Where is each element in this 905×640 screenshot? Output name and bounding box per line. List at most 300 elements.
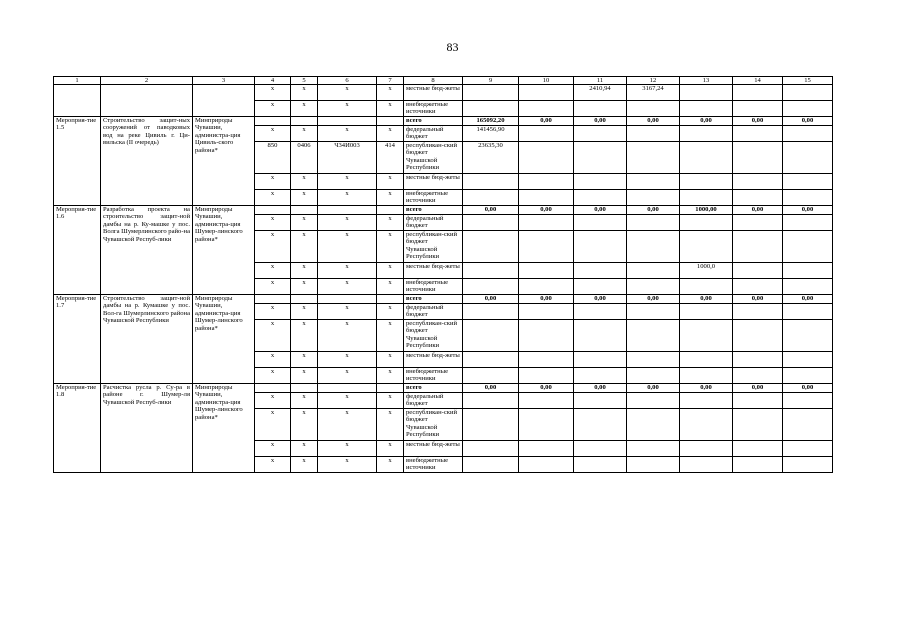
table-row: [54, 206, 833, 215]
cell-col-9: [463, 304, 519, 320]
cell-col-10: [519, 457, 574, 473]
cell-col-6: x: [318, 126, 377, 142]
cell-col-5: 0406: [291, 142, 318, 174]
cell-col-13: 0,00: [680, 117, 733, 126]
cell-col-10: [519, 368, 574, 384]
cell-col-15: [783, 190, 833, 206]
cell-col-15: [783, 174, 833, 190]
cell-col-11: [574, 215, 627, 231]
cell-col-5: [291, 295, 318, 304]
cell-col-9: [463, 215, 519, 231]
cell-col-15: [783, 368, 833, 384]
cell-col-6: [318, 206, 377, 215]
measure-label: Мероприя-тие 1.5: [54, 117, 101, 206]
cell-col-8: федеральный бюджет: [404, 393, 463, 409]
cell-col-6: x: [318, 263, 377, 279]
cell-col-11: 0,00: [574, 206, 627, 215]
cell-col-6: x: [318, 279, 377, 295]
cell-col-11: [574, 279, 627, 295]
cell-col-9: [463, 231, 519, 263]
cell-col-8: республикан-ский бюджет Чувашской Республики: [404, 409, 463, 441]
cell-col-5: x: [291, 441, 318, 457]
cell-col-4: x: [255, 304, 291, 320]
table-row: [54, 117, 833, 126]
cell-col-10: [519, 174, 574, 190]
cell-col-7: x: [377, 263, 404, 279]
column-header-7: 7: [377, 77, 404, 85]
column-header-1: 1: [54, 77, 101, 85]
continuation-cell: [193, 85, 255, 117]
cell-col-10: [519, 215, 574, 231]
cell-col-4: x: [255, 457, 291, 473]
measure-label: Мероприя-тие 1.6: [54, 206, 101, 295]
cell-col-14: 0,00: [733, 384, 783, 393]
cell-col-4: x: [255, 174, 291, 190]
cell-col-8: внебюджетные источники: [404, 457, 463, 473]
cell-col-6: x: [318, 352, 377, 368]
cell-col-6: x: [318, 393, 377, 409]
cell-col-6: x: [318, 190, 377, 206]
cell-col-6: x: [318, 320, 377, 352]
cell-col-13: 0,00: [680, 295, 733, 304]
cell-col-6: x: [318, 174, 377, 190]
cell-col-10: [519, 190, 574, 206]
cell-col-14: 0,00: [733, 117, 783, 126]
cell-col-11: 0,00: [574, 295, 627, 304]
cell-col-8: местные бюд-жеты: [404, 85, 463, 101]
cell-col-15: [783, 352, 833, 368]
cell-col-6: [318, 295, 377, 304]
cell-col-11: [574, 126, 627, 142]
cell-col-11: [574, 174, 627, 190]
measure-label: Мероприя-тие 1.8: [54, 384, 101, 473]
column-header-10: 10: [519, 77, 574, 85]
cell-col-15: 0,00: [783, 295, 833, 304]
cell-col-11: [574, 352, 627, 368]
cell-col-7: x: [377, 174, 404, 190]
cell-col-8: республикан-ский бюджет Чувашской Республики: [404, 142, 463, 174]
cell-col-12: [627, 393, 680, 409]
cell-col-8: федеральный бюджет: [404, 304, 463, 320]
cell-col-12: 0,00: [627, 384, 680, 393]
cell-col-10: 0,00: [519, 384, 574, 393]
cell-col-10: 0,00: [519, 295, 574, 304]
cell-col-8: внебюджетные источники: [404, 368, 463, 384]
cell-col-11: [574, 142, 627, 174]
cell-col-13: 1000,00: [680, 206, 733, 215]
cell-col-12: [627, 231, 680, 263]
cell-col-14: [733, 441, 783, 457]
column-header-13: 13: [680, 77, 733, 85]
cell-col-5: [291, 206, 318, 215]
cell-col-7: x: [377, 101, 404, 117]
cell-col-6: Ч34И003: [318, 142, 377, 174]
cell-col-12: [627, 279, 680, 295]
cell-col-12: [627, 352, 680, 368]
cell-col-4: x: [255, 85, 291, 101]
cell-col-5: x: [291, 457, 318, 473]
cell-col-9: [463, 457, 519, 473]
cell-col-10: 0,00: [519, 206, 574, 215]
column-header-14: 14: [733, 77, 783, 85]
cell-col-9: [463, 409, 519, 441]
cell-col-4: x: [255, 441, 291, 457]
cell-col-4: x: [255, 352, 291, 368]
cell-col-12: [627, 263, 680, 279]
cell-col-4: x: [255, 409, 291, 441]
cell-col-13: [680, 174, 733, 190]
cell-col-12: [627, 215, 680, 231]
cell-col-9: [463, 368, 519, 384]
cell-col-11: [574, 409, 627, 441]
measure-description: Строительство защит-ной дамбы на р. Кумашке у пос. Вол-га Шумерлинского района Чувашской Республики: [101, 295, 193, 384]
cell-col-13: [680, 85, 733, 101]
cell-col-14: [733, 101, 783, 117]
cell-col-14: [733, 142, 783, 174]
cell-col-7: x: [377, 190, 404, 206]
cell-col-8: всего: [404, 117, 463, 126]
cell-col-11: [574, 231, 627, 263]
cell-col-15: [783, 85, 833, 101]
column-header-9: 9: [463, 77, 519, 85]
cell-col-9: [463, 441, 519, 457]
cell-col-13: [680, 441, 733, 457]
cell-col-12: [627, 304, 680, 320]
cell-col-8: местные бюд-жеты: [404, 352, 463, 368]
cell-col-5: x: [291, 368, 318, 384]
cell-col-8: внебюджетные источники: [404, 190, 463, 206]
measure-description: Строительство защит-ных сооружений от паводковых вод на реке Цивиль г. Ци-вильска (II очередь): [101, 117, 193, 206]
cell-col-13: [680, 409, 733, 441]
cell-col-4: x: [255, 263, 291, 279]
cell-col-5: x: [291, 320, 318, 352]
cell-col-8: местные бюд-жеты: [404, 441, 463, 457]
cell-col-14: [733, 352, 783, 368]
cell-col-9: 0,00: [463, 384, 519, 393]
cell-col-6: x: [318, 457, 377, 473]
cell-col-7: x: [377, 126, 404, 142]
cell-col-11: 0,00: [574, 384, 627, 393]
cell-col-9: 23635,30: [463, 142, 519, 174]
cell-col-12: [627, 126, 680, 142]
cell-col-10: [519, 409, 574, 441]
cell-col-7: [377, 206, 404, 215]
cell-col-9: [463, 85, 519, 101]
cell-col-4: [255, 384, 291, 393]
page-number: 83: [446, 40, 459, 54]
column-header-6: 6: [318, 77, 377, 85]
continuation-cell: [54, 85, 101, 117]
column-header-12: 12: [627, 77, 680, 85]
cell-col-5: [291, 117, 318, 126]
cell-col-8: внебюджетные источники: [404, 101, 463, 117]
cell-col-8: всего: [404, 295, 463, 304]
cell-col-5: x: [291, 101, 318, 117]
cell-col-4: x: [255, 393, 291, 409]
cell-col-10: 0,00: [519, 117, 574, 126]
table-row: [54, 295, 833, 304]
cell-col-10: [519, 393, 574, 409]
cell-col-12: [627, 142, 680, 174]
cell-col-6: x: [318, 409, 377, 441]
cell-col-11: 2410,94: [574, 85, 627, 101]
cell-col-12: [627, 441, 680, 457]
cell-col-12: 3167,24: [627, 85, 680, 101]
cell-col-7: x: [377, 409, 404, 441]
cell-col-15: 0,00: [783, 117, 833, 126]
cell-col-15: [783, 263, 833, 279]
cell-col-15: 0,00: [783, 206, 833, 215]
cell-col-13: [680, 231, 733, 263]
cell-col-14: 0,00: [733, 295, 783, 304]
cell-col-10: [519, 320, 574, 352]
cell-col-7: x: [377, 320, 404, 352]
cell-col-8: всего: [404, 384, 463, 393]
cell-col-7: x: [377, 304, 404, 320]
cell-col-8: всего: [404, 206, 463, 215]
cell-col-13: [680, 304, 733, 320]
cell-col-11: [574, 368, 627, 384]
cell-col-5: x: [291, 231, 318, 263]
cell-col-13: [680, 279, 733, 295]
cell-col-14: [733, 231, 783, 263]
cell-col-15: [783, 441, 833, 457]
cell-col-9: 165092,20: [463, 117, 519, 126]
measure-executor: Минприроды Чувашии, администра-ция Шумер-линского района*: [193, 384, 255, 473]
cell-col-4: x: [255, 320, 291, 352]
cell-col-9: [463, 320, 519, 352]
cell-col-14: [733, 85, 783, 101]
cell-col-7: x: [377, 368, 404, 384]
cell-col-8: федеральный бюджет: [404, 215, 463, 231]
cell-col-14: [733, 174, 783, 190]
cell-col-11: [574, 457, 627, 473]
cell-col-5: x: [291, 174, 318, 190]
cell-col-13: [680, 215, 733, 231]
cell-col-11: [574, 263, 627, 279]
cell-col-13: [680, 190, 733, 206]
cell-col-4: x: [255, 231, 291, 263]
cell-col-4: x: [255, 126, 291, 142]
cell-col-4: x: [255, 215, 291, 231]
cell-col-15: [783, 126, 833, 142]
cell-col-15: [783, 142, 833, 174]
cell-col-5: x: [291, 190, 318, 206]
cell-col-10: [519, 304, 574, 320]
cell-col-12: [627, 368, 680, 384]
cell-col-14: [733, 409, 783, 441]
table-header: [54, 77, 833, 85]
cell-col-8: внебюджетные источники: [404, 279, 463, 295]
cell-col-9: [463, 101, 519, 117]
cell-col-12: 0,00: [627, 206, 680, 215]
cell-col-14: 0,00: [733, 206, 783, 215]
cell-col-12: [627, 320, 680, 352]
cell-col-7: 414: [377, 142, 404, 174]
cell-col-6: x: [318, 101, 377, 117]
cell-col-12: [627, 174, 680, 190]
cell-col-10: [519, 101, 574, 117]
column-header-5: 5: [291, 77, 318, 85]
cell-col-4: x: [255, 279, 291, 295]
cell-col-6: x: [318, 441, 377, 457]
cell-col-15: [783, 393, 833, 409]
cell-col-15: [783, 457, 833, 473]
cell-col-13: 1000,0: [680, 263, 733, 279]
cell-col-13: [680, 101, 733, 117]
cell-col-9: [463, 174, 519, 190]
cell-col-5: x: [291, 304, 318, 320]
cell-col-12: 0,00: [627, 117, 680, 126]
cell-col-15: 0,00: [783, 384, 833, 393]
cell-col-12: [627, 457, 680, 473]
cell-col-6: x: [318, 304, 377, 320]
cell-col-6: x: [318, 215, 377, 231]
cell-col-5: x: [291, 215, 318, 231]
cell-col-9: [463, 263, 519, 279]
measure-executor: Минприроды Чувашии, администра-ция Цивиль-ского района*: [193, 117, 255, 206]
cell-col-15: [783, 101, 833, 117]
measure-description: Разработка проекта на строительство защит-ной дамбы на р. Ку-машке у пос. Волга Шумерлинского райо-на Чувашской Респуб-лики: [101, 206, 193, 295]
cell-col-7: x: [377, 279, 404, 295]
cell-col-11: [574, 304, 627, 320]
continuation-cell: [101, 85, 193, 117]
cell-col-15: [783, 304, 833, 320]
cell-col-9: 0,00: [463, 206, 519, 215]
cell-col-13: [680, 352, 733, 368]
cell-col-11: [574, 320, 627, 352]
cell-col-4: 850: [255, 142, 291, 174]
cell-col-11: [574, 441, 627, 457]
cell-col-14: [733, 126, 783, 142]
cell-col-13: [680, 320, 733, 352]
cell-col-7: x: [377, 457, 404, 473]
cell-col-10: [519, 85, 574, 101]
cell-col-13: [680, 126, 733, 142]
cell-col-7: x: [377, 231, 404, 263]
cell-col-10: [519, 142, 574, 174]
budget-table: [53, 76, 833, 473]
table-body: [54, 85, 833, 473]
cell-col-12: [627, 101, 680, 117]
cell-col-5: x: [291, 126, 318, 142]
cell-col-7: x: [377, 215, 404, 231]
cell-col-4: [255, 295, 291, 304]
cell-col-11: [574, 393, 627, 409]
cell-col-8: федеральный бюджет: [404, 126, 463, 142]
column-header-3: 3: [193, 77, 255, 85]
cell-col-5: [291, 384, 318, 393]
cell-col-10: [519, 279, 574, 295]
cell-col-11: 0,00: [574, 117, 627, 126]
cell-col-15: [783, 231, 833, 263]
cell-col-14: [733, 304, 783, 320]
cell-col-10: [519, 352, 574, 368]
cell-col-10: [519, 231, 574, 263]
cell-col-5: x: [291, 85, 318, 101]
cell-col-8: местные бюд-жеты: [404, 263, 463, 279]
cell-col-10: [519, 263, 574, 279]
cell-col-12: [627, 409, 680, 441]
cell-col-5: x: [291, 393, 318, 409]
cell-col-15: [783, 320, 833, 352]
column-header-15: 15: [783, 77, 833, 85]
cell-col-14: [733, 263, 783, 279]
cell-col-11: [574, 101, 627, 117]
cell-col-6: x: [318, 231, 377, 263]
cell-col-14: [733, 393, 783, 409]
cell-col-15: [783, 409, 833, 441]
cell-col-4: [255, 206, 291, 215]
cell-col-7: [377, 295, 404, 304]
cell-col-14: [733, 190, 783, 206]
cell-col-9: 141456,90: [463, 126, 519, 142]
cell-col-13: [680, 393, 733, 409]
cell-col-6: x: [318, 85, 377, 101]
cell-col-14: [733, 457, 783, 473]
cell-col-9: [463, 190, 519, 206]
cell-col-7: x: [377, 352, 404, 368]
column-header-8: 8: [404, 77, 463, 85]
measure-executor: Минприроды Чувашии, администра-ция Шумер-линского района*: [193, 206, 255, 295]
cell-col-8: республикан-ский бюджет Чувашской Республики: [404, 231, 463, 263]
cell-col-9: [463, 393, 519, 409]
column-header-2: 2: [101, 77, 193, 85]
cell-col-11: [574, 190, 627, 206]
cell-col-12: 0,00: [627, 295, 680, 304]
cell-col-10: [519, 126, 574, 142]
cell-col-7: x: [377, 441, 404, 457]
table-row: [54, 384, 833, 393]
cell-col-5: x: [291, 409, 318, 441]
measure-executor: Минприроды Чувашии, администра-ция Шумер-линского района*: [193, 295, 255, 384]
cell-col-14: [733, 368, 783, 384]
cell-col-6: [318, 384, 377, 393]
cell-col-13: [680, 457, 733, 473]
cell-col-7: [377, 117, 404, 126]
cell-col-5: x: [291, 263, 318, 279]
cell-col-12: [627, 190, 680, 206]
cell-col-9: [463, 352, 519, 368]
table-row: [54, 85, 833, 101]
cell-col-6: x: [318, 368, 377, 384]
column-header-4: 4: [255, 77, 291, 85]
cell-col-6: [318, 117, 377, 126]
cell-col-4: x: [255, 368, 291, 384]
cell-col-4: [255, 117, 291, 126]
measure-description: Расчистка русла р. Су-ра в районе г. Шумер-ля Чувашской Респуб-лики: [101, 384, 193, 473]
cell-col-8: местные бюд-жеты: [404, 174, 463, 190]
cell-col-15: [783, 279, 833, 295]
cell-col-14: [733, 279, 783, 295]
cell-col-8: республикан-ский бюджет Чувашской Республики: [404, 320, 463, 352]
cell-col-14: [733, 215, 783, 231]
cell-col-7: x: [377, 85, 404, 101]
cell-col-9: [463, 279, 519, 295]
cell-col-13: 0,00: [680, 384, 733, 393]
cell-col-7: [377, 384, 404, 393]
cell-col-4: x: [255, 190, 291, 206]
cell-col-15: [783, 215, 833, 231]
cell-col-13: [680, 142, 733, 174]
cell-col-7: x: [377, 393, 404, 409]
measure-label: Мероприя-тие 1.7: [54, 295, 101, 384]
cell-col-5: x: [291, 352, 318, 368]
cell-col-14: [733, 320, 783, 352]
cell-col-4: x: [255, 101, 291, 117]
cell-col-10: [519, 441, 574, 457]
cell-col-9: 0,00: [463, 295, 519, 304]
